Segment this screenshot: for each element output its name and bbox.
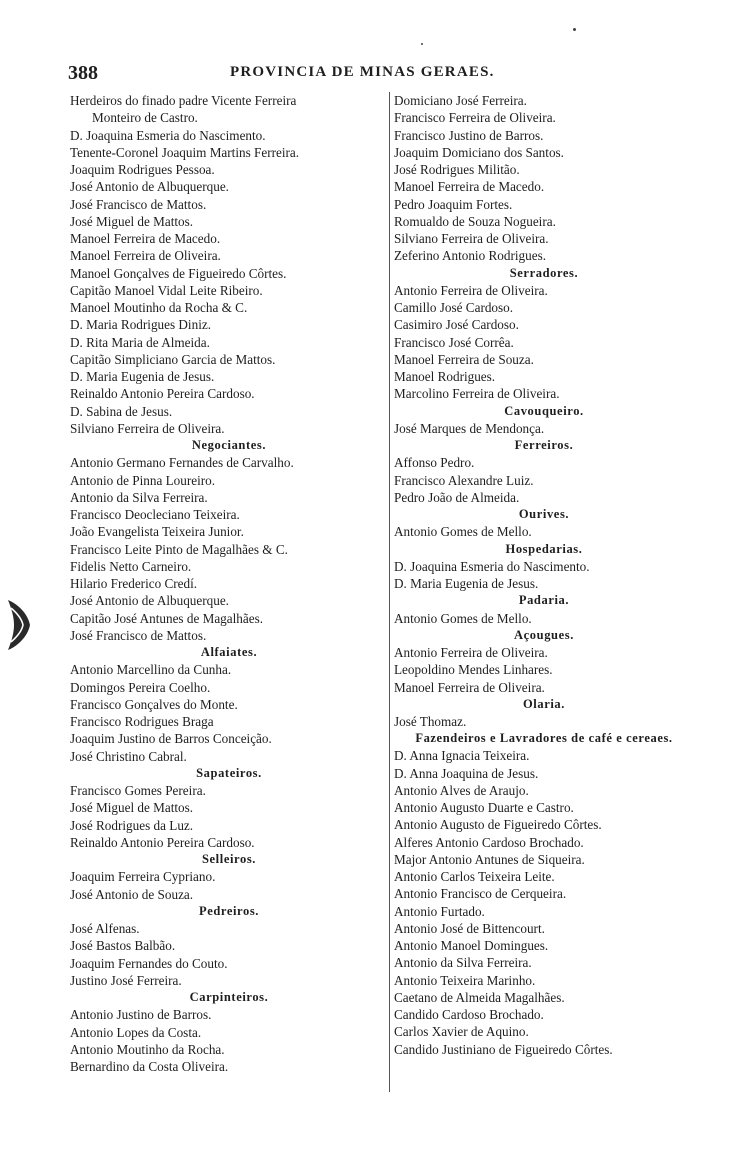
list-item: Antonio Augusto Duarte e Castro. <box>394 800 574 815</box>
list-item: Zeferino Antonio Rodrigues. <box>394 248 546 264</box>
section-heading: Alfaiates. <box>200 645 258 659</box>
list-item: Joaquim Rodrigues Pessoa. <box>70 162 215 177</box>
list-item: Francisco Alexandre Luiz. <box>394 472 534 488</box>
list-item: José Rodrigues da Luz. <box>70 817 194 833</box>
list-item: Antonio Justino de Barros. <box>70 1007 212 1023</box>
list-item: Antonio Furtado. <box>394 903 485 919</box>
section-heading: Hospedarias. <box>505 541 583 556</box>
list-item: Joaquim Justino de Barros Conceição. <box>70 731 272 747</box>
list-item: Capitão Manoel Vidal Leite Ribeiro. <box>70 282 263 298</box>
list-item: João Evangelista Teixeira Junior. <box>70 524 244 540</box>
list-item: Antonio Carlos Teixeira Leite. <box>394 869 555 884</box>
list-item: Manoel Ferreira de Souza. <box>394 351 534 367</box>
section-heading: Pedreiros. <box>198 903 260 918</box>
list-item: Antonio Lopes da Costa. <box>70 1024 202 1040</box>
list-item: José Thomaz. <box>394 714 467 729</box>
list-item: José Antonio de Souza. <box>70 886 194 902</box>
list-item: Francisco Leite Pinto de Magalhães & C. <box>70 541 288 557</box>
section-heading: Olaria. <box>522 696 566 711</box>
right-column <box>394 92 694 1058</box>
list-item: Antonio José de Bittencourt. <box>394 920 545 936</box>
list-item: Antonio de Pinna Loureiro. <box>70 472 216 488</box>
section-heading: Ferreiros. <box>514 438 574 452</box>
speck-mark <box>421 43 423 45</box>
list-item: José Antonio de Albuquerque. <box>70 179 229 195</box>
list-item: José Alfenas. <box>70 921 140 936</box>
section-heading: Ourives. <box>518 507 570 521</box>
list-item: Antonio Gomes de Mello. <box>394 610 532 626</box>
list-item: José Antonio de Albuquerque. <box>70 593 229 609</box>
list-item: Bernardino da Costa Oliveira. <box>70 1059 229 1074</box>
list-item: Manoel Rodrigues. <box>394 369 496 384</box>
list-item: D. Anna Ignacia Teixeira. <box>394 748 530 764</box>
list-item: Francisco Rodrigues Braga <box>70 714 214 729</box>
section-heading: Serradores. <box>509 265 579 280</box>
speck-mark <box>573 28 576 31</box>
list-item: Major Antonio Antunes de Siqueira. <box>394 851 585 867</box>
list-item: José Miguel de Mattos. <box>70 213 194 229</box>
list-item: Justino José Ferreira. <box>70 972 182 988</box>
list-item: José Miguel de Mattos. <box>70 800 194 816</box>
list-item: José Bastos Balbão. <box>70 938 176 954</box>
list-item: Silviano Ferreira de Oliveira. <box>394 231 549 246</box>
list-item: Romualdo de Souza Nogueira. <box>394 213 556 229</box>
column-divider <box>389 92 390 1092</box>
list-item: Casimiro José Cardoso. <box>394 317 519 333</box>
list-item: D. Anna Joaquina de Jesus. <box>394 765 539 781</box>
list-item: Francisco José Corrêa. <box>394 334 514 350</box>
list-item: Hilario Frederico Credí. <box>70 576 198 591</box>
list-item: D. Sabina de Jesus. <box>70 403 173 419</box>
list-item: Candido Justiniano de Figueiredo Côrtes. <box>394 1041 613 1057</box>
list-item: Manoel Ferreira de Oliveira. <box>70 248 221 264</box>
list-item: Antonio Manoel Domingues. <box>394 938 549 953</box>
list-item: Manoel Ferreira de Oliveira. <box>394 679 545 695</box>
section-heading: Carpinteiros. <box>189 990 269 1004</box>
list-item: José Francisco de Mattos. <box>70 196 207 212</box>
list-item: Alferes Antonio Cardoso Brochado. <box>394 834 584 850</box>
list-item: Carlos Xavier de Aquino. <box>394 1024 529 1040</box>
page-title: PROVINCIA DE MINAS GERAES. <box>230 64 495 80</box>
list-item: José Rodrigues Militão. <box>394 162 520 177</box>
list-item: Affonso Pedro. <box>394 455 475 471</box>
page-header <box>68 62 684 88</box>
list-item: Camillo José Cardoso. <box>394 300 514 315</box>
list-item: Marcolino Ferreira de Oliveira. <box>394 386 560 402</box>
list-item: D. Joaquina Esmeria do Nascimento. <box>70 127 266 143</box>
page-number: 388 <box>68 62 98 84</box>
list-item: D. Maria Eugenia de Jesus. <box>70 369 215 384</box>
list-item: Capitão Simpliciano Garcia de Mattos. <box>70 351 276 367</box>
list-item: Monteiro de Castro. <box>92 110 198 126</box>
binding-mark-icon <box>4 596 34 654</box>
list-item: Antonio da Silva Ferreira. <box>394 955 532 971</box>
list-item: Manoel Ferreira de Macedo. <box>70 231 221 246</box>
list-item: Domingos Pereira Coelho. <box>70 679 211 695</box>
list-item: José Francisco de Mattos. <box>70 627 207 643</box>
list-item: Antonio Alves de Araujo. <box>394 782 529 798</box>
list-item: Pedro João de Almeida. <box>394 489 520 505</box>
list-item: Francisco Gomes Pereira. <box>70 783 206 798</box>
list-item: Herdeiros do finado padre Vicente Ferreira <box>70 93 297 108</box>
list-item: Reinaldo Antonio Pereira Cardoso. <box>70 386 255 402</box>
section-heading: Selleiros. <box>201 852 257 866</box>
list-item: D. Maria Eugenia de Jesus. <box>394 576 539 591</box>
list-item: Antonio da Silva Ferreira. <box>70 489 208 505</box>
list-item: Antonio Germano Fernandes de Carvalho. <box>70 455 294 471</box>
list-item: Fidelis Netto Carneiro. <box>70 558 192 574</box>
list-item: Manoel Moutinho da Rocha & C. <box>70 300 248 315</box>
list-item: Francisco Justino de Barros. <box>394 127 544 143</box>
list-item: Tenente-Coronel Joaquim Martins Ferreira. <box>70 144 300 160</box>
list-item: Silviano Ferreira de Oliveira. <box>70 420 225 436</box>
list-item: Antonio Francisco de Cerqueira. <box>394 886 567 902</box>
list-item: Antonio Marcellino da Cunha. <box>70 662 232 678</box>
list-item: Manoel Ferreira de Macedo. <box>394 179 545 195</box>
section-heading: Sapateiros. <box>196 765 262 780</box>
list-item: Antonio Moutinho da Rocha. <box>70 1041 225 1057</box>
list-item: Antonio Ferreira de Oliveira. <box>394 282 548 298</box>
section-heading: Cavouqueiro. <box>504 403 584 418</box>
list-item: Manoel Gonçalves de Figueiredo Côrtes. <box>70 265 287 281</box>
section-heading: Fazendeiros e Lavradores de café e cereaes. <box>415 731 673 746</box>
list-item: Francisco Deocleciano Teixeira. <box>70 507 240 522</box>
list-item: Antonio Ferreira de Oliveira. <box>394 645 548 660</box>
list-item: Joaquim Domiciano dos Santos. <box>394 144 564 160</box>
list-item: Reinaldo Antonio Pereira Cardoso. <box>70 834 255 850</box>
list-item: Capitão José Antunes de Magalhães. <box>70 610 264 626</box>
list-item: Antonio Gomes de Mello. <box>394 524 532 540</box>
list-item: Joaquim Fernandes do Couto. <box>70 955 228 971</box>
list-item: Francisco Gonçalves do Monte. <box>70 696 238 712</box>
list-item: D. Rita Maria de Almeida. <box>70 334 210 350</box>
list-item: Candido Cardoso Brochado. <box>394 1007 544 1022</box>
list-item: José Christino Cabral. <box>70 748 187 764</box>
list-item: José Marques de Mendonça. <box>394 420 545 436</box>
left-column <box>70 92 388 1075</box>
list-item: Antonio Augusto de Figueiredo Côrtes. <box>394 817 602 833</box>
list-item: Joaquim Ferreira Cypriano. <box>70 869 216 885</box>
list-item: Leopoldino Mendes Linhares. <box>394 662 553 678</box>
list-item: Antonio Teixeira Marinho. <box>394 972 536 988</box>
list-item: Caetano de Almeida Magalhães. <box>394 989 565 1005</box>
list-item: D. Maria Rodrigues Diniz. <box>70 317 212 333</box>
list-item: D. Joaquina Esmeria do Nascimento. <box>394 558 590 574</box>
section-heading: Padaria. <box>518 593 570 608</box>
section-heading: Açougues. <box>514 627 574 642</box>
list-item: Domiciano José Ferreira. <box>394 93 527 108</box>
list-item: Pedro Joaquim Fortes. <box>394 196 513 212</box>
list-item: Francisco Ferreira de Oliveira. <box>394 110 556 126</box>
section-heading: Negociantes. <box>191 438 267 452</box>
